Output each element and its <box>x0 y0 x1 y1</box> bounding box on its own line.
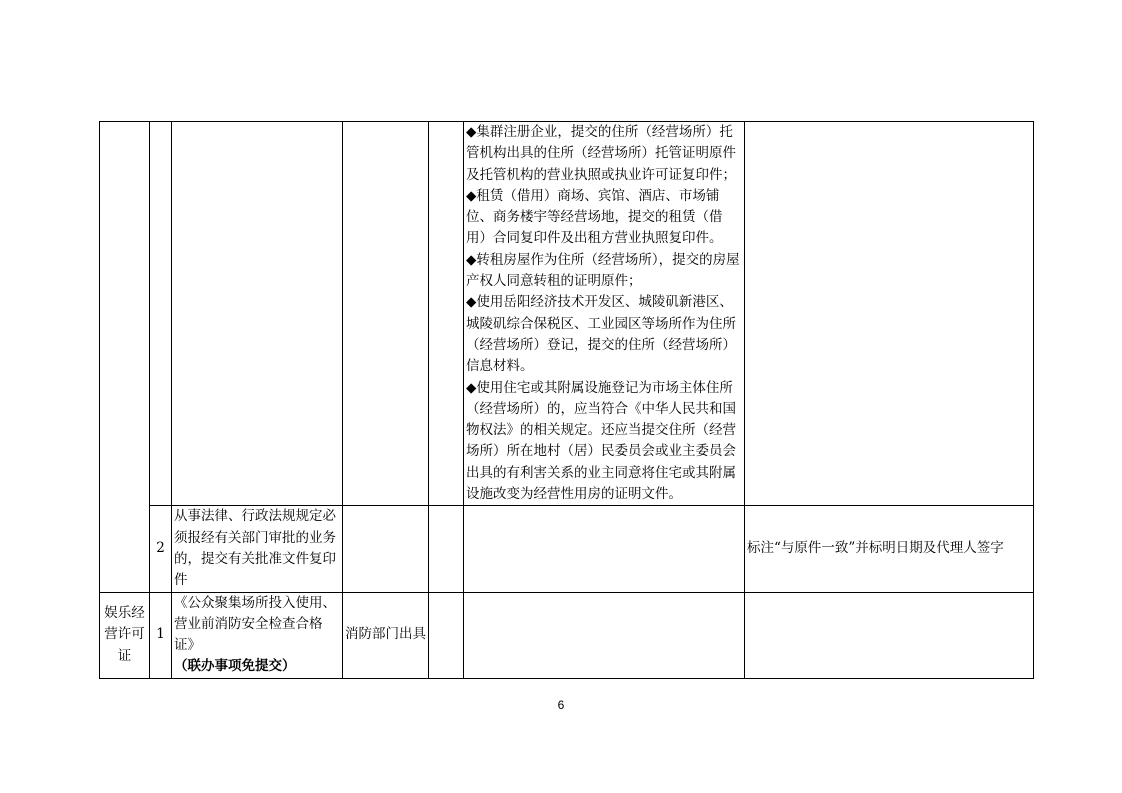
source-cell: 消防部门出具 <box>343 592 429 678</box>
requirement-cell <box>464 506 745 592</box>
empty-cell <box>429 506 464 592</box>
remark-cell <box>745 592 1034 678</box>
requirement-line: ◆使用住宅或其附属设施登记为市场主体住所（经营场所）的，应当符合《中华人民共和国物权法》的相关规定。还应当提交住所（经营场所）所在地村（居）民委员会或业主委员会出具的有利害关系的业主同意将住宅或其附属设施改变为经营性用房的证明文件。 <box>466 379 736 503</box>
empty-cell <box>429 122 464 506</box>
category-cell: 娱乐经营许可证 <box>100 592 150 678</box>
number-cell: 1 <box>150 592 172 678</box>
material-title: 《公众聚集场所投入使用、营业前消防安全检查合格证》 <box>174 594 336 654</box>
remark-cell: 标注“与原件一致”并标明日期及代理人签字 <box>745 506 1034 592</box>
category-cell <box>100 122 150 593</box>
material-cell <box>172 592 343 678</box>
requirement-line: ◆集群注册企业，提交的住所（经营场所）托管机构出具的住所（经营场所）托管证明原件及托管机构的营业执照或执业许可证复印件； <box>466 124 736 183</box>
requirement-line: ◆使用岳阳经济技术开发区、城陵矶新港区、城陵矶综合保税区、工业园区等场所作为住所（经营场所）登记，提交的住所（经营场所）信息材料。 <box>466 294 736 375</box>
number-cell: 2 <box>150 506 172 592</box>
source-cell <box>343 506 429 592</box>
requirement-line: ◆租赁（借用）商场、宾馆、酒店、市场铺位、商务楼宇等经营场地，提交的租赁（借用）合同复印件及出租方营业执照复印件。 <box>466 187 723 247</box>
number-cell <box>150 122 172 506</box>
table-row <box>100 122 1034 506</box>
materials-table <box>99 121 1034 679</box>
requirement-cell <box>464 592 745 678</box>
table-row <box>100 592 1034 678</box>
material-cell: 从事法律、行政法规规定必须报经有关部门审批的业务的，提交有关批准文件复印件 <box>172 506 343 592</box>
page-number: 6 <box>557 698 565 712</box>
material-cell <box>172 122 343 506</box>
requirement-line: ◆转租房屋作为住所（经营场所），提交的房屋产权人同意转租的证明原件； <box>466 251 740 290</box>
table-row <box>100 506 1034 592</box>
remark-cell <box>745 122 1034 506</box>
empty-cell <box>429 592 464 678</box>
source-cell <box>343 122 429 506</box>
requirement-cell <box>464 122 745 506</box>
material-note: （联办事项免提交） <box>174 658 296 675</box>
